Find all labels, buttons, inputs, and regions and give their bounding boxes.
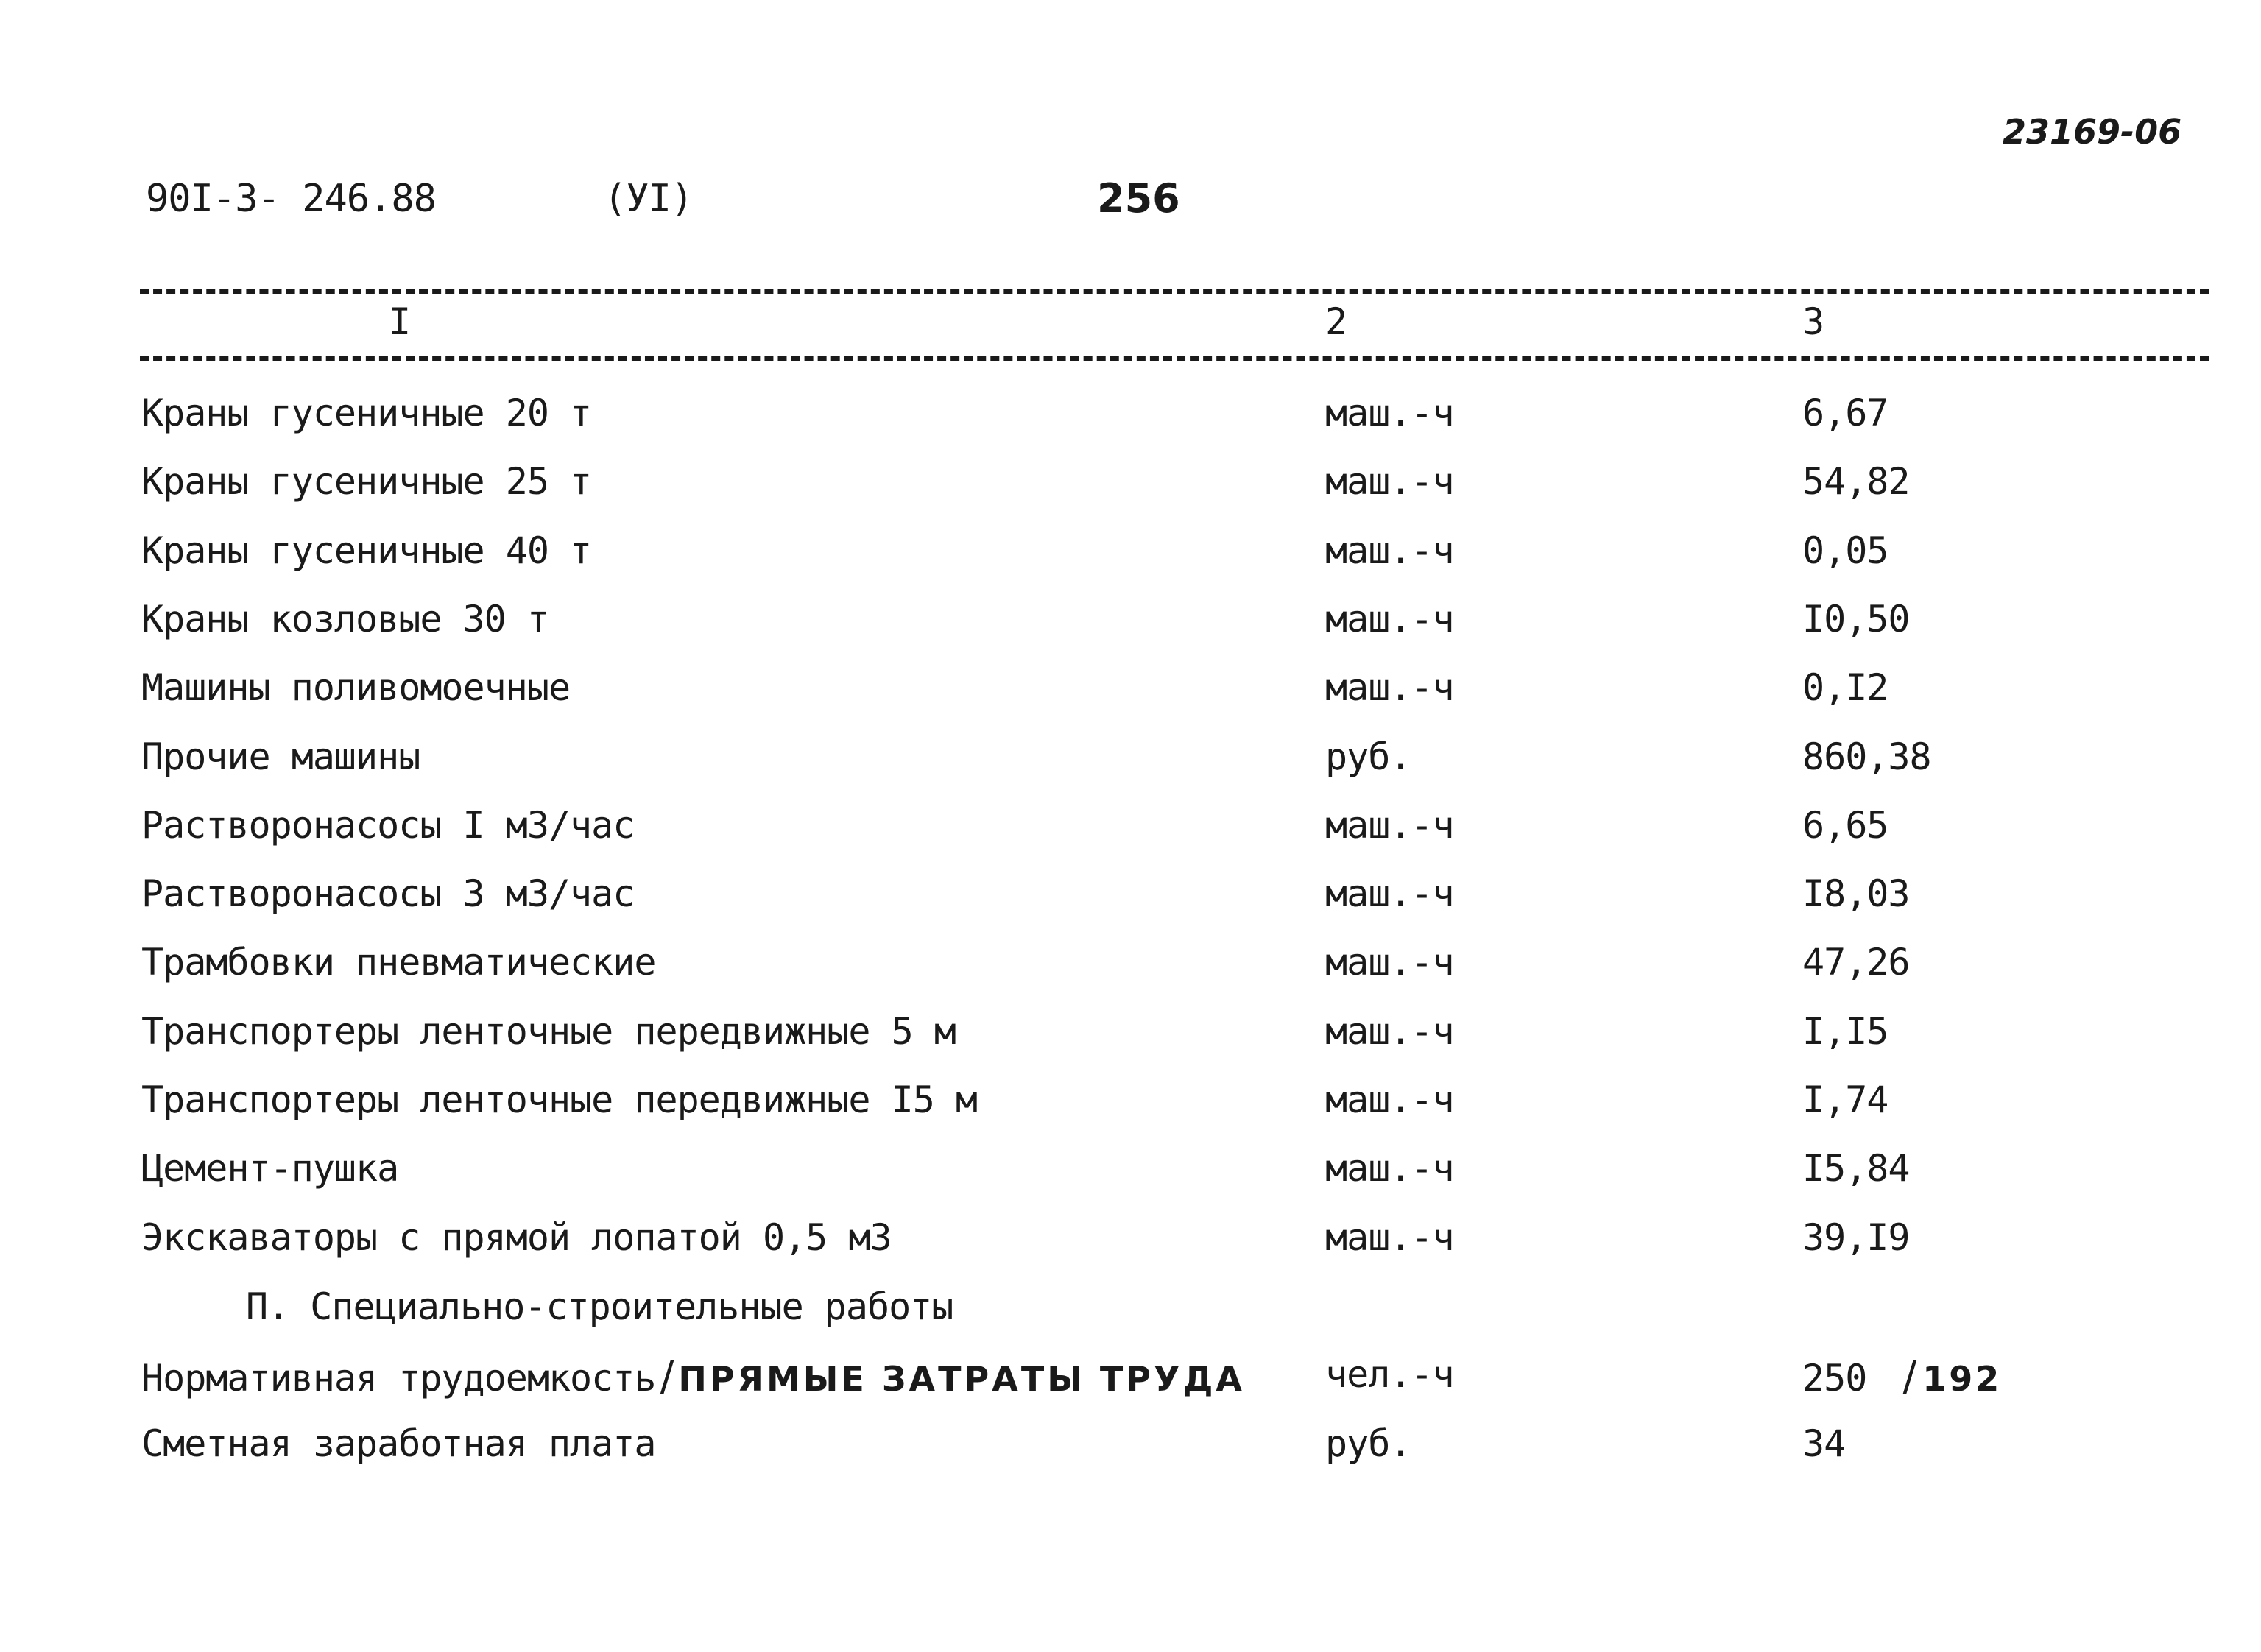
table-row — [0, 735, 2261, 794]
table-row — [0, 1216, 2261, 1275]
column-header-1: I — [389, 300, 411, 343]
row-unit: маш.-ч — [1325, 598, 1454, 640]
table-row-labor — [0, 1353, 2261, 1412]
table-row — [0, 460, 2261, 519]
table-row-wages — [0, 1422, 2261, 1481]
row-name: Краны гусеничные 25 т — [141, 460, 592, 503]
row-unit: маш.-ч — [1325, 666, 1454, 709]
labor-value: 250 — [1802, 1357, 1867, 1399]
row-value: 54,82 — [1802, 460, 1910, 503]
table-header-rule — [140, 356, 2209, 361]
row-value: I,74 — [1802, 1079, 1888, 1121]
row-unit: маш.-ч — [1325, 872, 1454, 915]
row-name — [141, 1353, 1245, 1401]
row-value: 34 — [1802, 1422, 1846, 1465]
row-name: Краны гусеничные 20 т — [141, 392, 592, 434]
row-unit: руб. — [1325, 1422, 1411, 1465]
page-number: 256 — [1097, 175, 1180, 222]
section-heading: П. Специально-строительные работы — [246, 1285, 953, 1328]
row-unit: маш.-ч — [1325, 804, 1454, 847]
column-header-2: 2 — [1325, 300, 1347, 343]
labor-value-separator: / — [1902, 1353, 1917, 1401]
table-row — [0, 941, 2261, 1000]
row-name: Транспортеры ленточные передвижные 5 м — [141, 1010, 956, 1053]
row-value: 860,38 — [1802, 735, 1931, 778]
table-row — [0, 1079, 2261, 1137]
sheet-number: (УI) — [604, 177, 694, 221]
row-value: 0,05 — [1802, 529, 1888, 572]
row-name: Цемент-пушка — [141, 1147, 399, 1190]
labor-separator: / — [660, 1353, 674, 1401]
labor-name: Нормативная трудоемкость — [141, 1357, 656, 1399]
row-unit: маш.-ч — [1325, 392, 1454, 434]
row-value: 6,65 — [1802, 804, 1888, 847]
row-unit: чел.-ч — [1325, 1353, 1454, 1396]
row-name: Сметная заработная плата — [141, 1422, 656, 1465]
table-row — [0, 598, 2261, 657]
row-name: Краны гусеничные 40 т — [141, 529, 592, 572]
row-value: I0,50 — [1802, 598, 1910, 640]
row-name: Экскаваторы с прямой лопатой 0,5 м3 — [141, 1216, 892, 1259]
row-unit: руб. — [1325, 735, 1411, 778]
table-row — [0, 1147, 2261, 1206]
row-unit: маш.-ч — [1325, 1216, 1454, 1259]
row-unit: маш.-ч — [1325, 1079, 1454, 1121]
row-unit: маш.-ч — [1325, 1010, 1454, 1053]
table-top-rule — [140, 289, 2209, 294]
row-name: Прочие машины — [141, 735, 420, 778]
table-row — [0, 872, 2261, 931]
row-value: I,I5 — [1802, 1010, 1888, 1053]
labor-handwritten-name: ПРЯМЫЕ ЗАТРАТЫ ТРУДА — [678, 1359, 1246, 1399]
row-value: 47,26 — [1802, 941, 1910, 984]
row-name: Трамбовки пневматические — [141, 941, 656, 984]
row-unit: маш.-ч — [1325, 460, 1454, 503]
row-value: 6,67 — [1802, 392, 1888, 434]
row-value: I5,84 — [1802, 1147, 1910, 1190]
document-code: 90I-3- 246.88 — [146, 177, 436, 221]
row-unit: маш.-ч — [1325, 941, 1454, 984]
row-value: 39,I9 — [1802, 1216, 1910, 1259]
row-name: Транспортеры ленточные передвижные I5 м — [141, 1079, 977, 1121]
handwritten-reference: 23169-06 — [2003, 112, 2182, 152]
row-value: 0,I2 — [1802, 666, 1888, 709]
table-row — [0, 1010, 2261, 1069]
table-row — [0, 529, 2261, 588]
column-header-3: 3 — [1802, 300, 1824, 343]
row-value — [1802, 1353, 2002, 1401]
row-name: Растворонасосы 3 м3/час — [141, 872, 635, 915]
row-unit: маш.-ч — [1325, 1147, 1454, 1190]
row-name: Растворонасосы I м3/час — [141, 804, 635, 847]
table-row — [0, 804, 2261, 863]
labor-handwritten-value: 192 — [1922, 1359, 2003, 1399]
row-unit: маш.-ч — [1325, 529, 1454, 572]
table-row — [0, 666, 2261, 725]
row-name: Краны козловые 30 т — [141, 598, 549, 640]
table-row — [0, 392, 2261, 451]
row-name: Машины поливомоечные — [141, 666, 571, 709]
row-value: I8,03 — [1802, 872, 1910, 915]
